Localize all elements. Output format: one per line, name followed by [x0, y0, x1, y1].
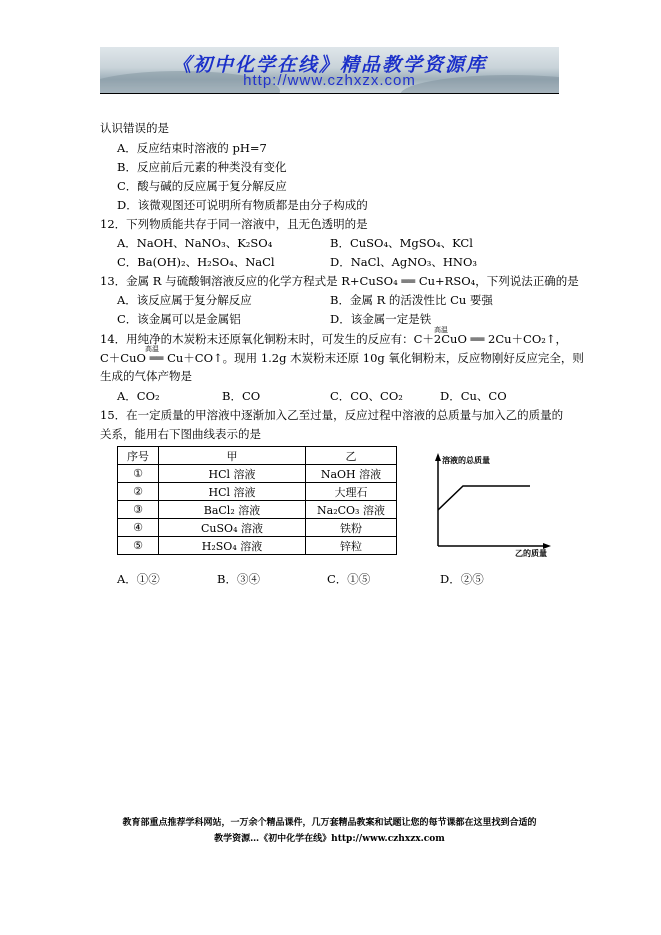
- table-row: [118, 483, 397, 501]
- q14-option-b: B．CO: [222, 389, 261, 403]
- graph-y-label: 溶液的总质量: [442, 455, 490, 465]
- q15-option-a: A．①②: [117, 572, 160, 586]
- q13-option-a: A．该反应属于复分解反应: [117, 293, 252, 307]
- table-cell: NaOH 溶液: [306, 465, 397, 483]
- table-cell: ④: [118, 519, 159, 537]
- reaction-condition-2: 高温: [145, 345, 159, 353]
- banner-url[interactable]: http://www.czhxzx.com: [243, 72, 416, 89]
- table-header-row: [118, 447, 397, 465]
- table-cell: ⑤: [118, 537, 159, 555]
- header-banner: [100, 47, 559, 93]
- q11-option-b: B．反应前后元素的种类没有变化: [117, 160, 287, 174]
- mass-curve: [438, 486, 530, 510]
- mass-graph: [425, 448, 555, 558]
- table-row: [118, 519, 397, 537]
- q13-stem: 13．金属 R 与硫酸铜溶液反应的化学方程式是 R+CuSO₄ ══ Cu+RSO₄，下列说法正确的是: [100, 274, 579, 288]
- q14-option-c: C．CO、CO₂: [330, 389, 403, 403]
- footer-line2: 教学资源…《初中化学在线》http://www.czhxzx.com: [214, 834, 445, 844]
- table-cell: ③: [118, 501, 159, 519]
- header-rule: [100, 93, 559, 94]
- q15-option-b: B．③④: [217, 572, 260, 586]
- table-row: [118, 537, 397, 555]
- q12-stem: 12．下列物质能共存于同一溶液中，且无色透明的是: [100, 217, 368, 231]
- q13-option-c: C．该金属可以是金属铝: [117, 312, 241, 326]
- q11-option-a: A．反应结束时溶液的 pH=7: [117, 141, 267, 155]
- table-cell: ①: [118, 465, 159, 483]
- q15-option-d: D．②⑤: [440, 572, 484, 586]
- q13-option-d: D．该金属一定是铁: [330, 312, 432, 326]
- table-cell: HCl 溶液: [159, 483, 306, 501]
- reaction-condition-1: 高温: [434, 326, 448, 334]
- table-cell: ②: [118, 483, 159, 501]
- table-cell: 锌粒: [306, 537, 397, 555]
- table-row: [118, 501, 397, 519]
- footer-line1: 教育部重点推荐学科网站，一万余个精品课件，几万套精品教案和试题让您的每节课都在这里找到合适的: [122, 818, 537, 828]
- table-cell: H₂SO₄ 溶液: [159, 537, 306, 555]
- graph-x-label: 乙的质量: [515, 548, 547, 558]
- q15-stem-line2: 关系，能用右下图曲线表示的是: [100, 427, 261, 441]
- table-cell: CuSO₄ 溶液: [159, 519, 306, 537]
- table-cell: BaCl₂ 溶液: [159, 501, 306, 519]
- q12-option-c: C．Ba(OH)₂、H₂SO₄、NaCl: [117, 255, 275, 269]
- q15-stem-line1: 15．在一定质量的甲溶液中逐渐加入乙至过量，反应过程中溶液的总质量与加入乙的质量的: [100, 408, 564, 422]
- q14-option-d: D．Cu、CO: [440, 389, 507, 403]
- y-axis-arrow: [435, 453, 441, 461]
- reagent-table: [117, 446, 397, 555]
- table-cell: 大理石: [306, 483, 397, 501]
- table-header: 乙: [306, 447, 397, 465]
- q11-option-c: C．酸与碱的反应属于复分解反应: [117, 179, 287, 193]
- table-header: 序号: [118, 447, 159, 465]
- q11-option-d: D．该微观图还可说明所有物质都是由分子构成的: [117, 198, 368, 212]
- q11-stem-end: 认识错误的是: [100, 121, 169, 135]
- table-cell: HCl 溶液: [159, 465, 306, 483]
- q13-option-b: B．金属 R 的活泼性比 Cu 要强: [330, 293, 493, 307]
- q14-stem-line3: 生成的气体产物是: [100, 369, 192, 383]
- q14-stem-line2: C＋CuO ══ Cu＋CO↑。现用 1.2g 木炭粉末还原 10g 氧化铜粉末，反应物刚好反应完全，则: [100, 351, 584, 365]
- table-cell: 铁粉: [306, 519, 397, 537]
- table-row: [118, 465, 397, 483]
- q15-option-c: C．①⑤: [327, 572, 371, 586]
- table-header: 甲: [159, 447, 306, 465]
- q12-option-b: B．CuSO₄、MgSO₄、KCl: [330, 236, 473, 250]
- banner-title: 《初中化学在线》精品教学资源库: [171, 54, 487, 76]
- q14-stem-line1: 14．用纯净的木炭粉末还原氧化铜粉末时，可发生的反应有：C＋2CuO ══ 2Cu＋CO₂↑，: [100, 332, 568, 346]
- q12-option-a: A．NaOH、NaNO₃、K₂SO₄: [117, 236, 273, 250]
- q14-option-a: A．CO₂: [117, 389, 160, 403]
- q12-option-d: D．NaCl、AgNO₃、HNO₃: [330, 255, 478, 269]
- table-cell: Na₂CO₃ 溶液: [306, 501, 397, 519]
